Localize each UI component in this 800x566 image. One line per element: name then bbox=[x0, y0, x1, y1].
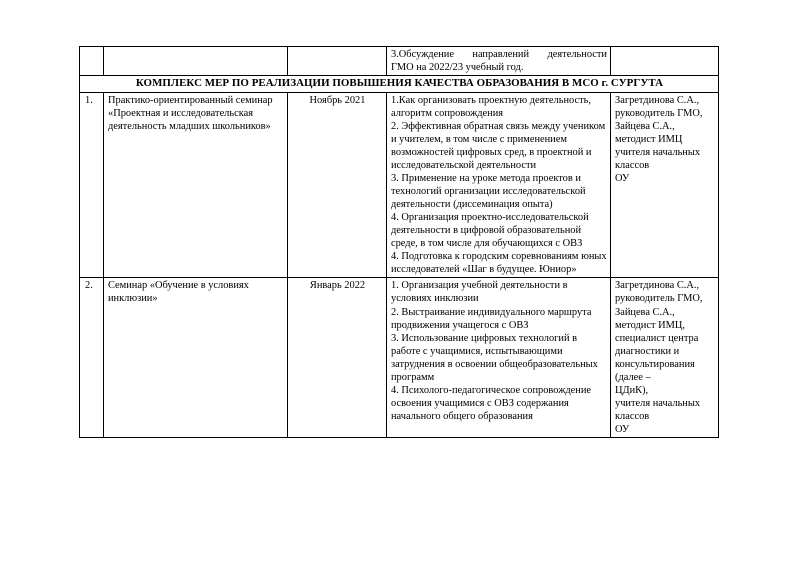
cell-event-name: Семинар «Обучение в условиях инклюзии» bbox=[104, 278, 288, 438]
cell-date: Ноябрь 2021 bbox=[288, 92, 387, 278]
cell-number: 1. bbox=[80, 92, 104, 278]
measures-table bbox=[79, 46, 719, 438]
cell-responsible-continuation bbox=[611, 47, 719, 76]
responsible-line: Загретдинова С.А., bbox=[615, 280, 700, 292]
responsible-line: диагностики и bbox=[615, 345, 680, 357]
content-line-1: 3.Обсуждение направлений деятельности bbox=[391, 49, 607, 60]
responsible-line: учителя начальных классов bbox=[615, 146, 701, 171]
responsible-line: консультирования (далее – bbox=[615, 358, 695, 383]
cell-date-continuation bbox=[288, 47, 387, 76]
responsible-line: Зайцева С.А., методист ИМЦ bbox=[615, 120, 683, 145]
content-item: 1.Как организовать проектную деятельность, алгоритм сопровождения bbox=[391, 94, 591, 119]
responsible-line: руководитель ГМО, bbox=[615, 293, 703, 305]
content-item: 4. Подготовка к городским соревнованиям юных исследователей «Шаг в будущее. Юниор» bbox=[391, 251, 607, 276]
section-banner-title: КОМПЛЕКС МЕР ПО РЕАЛИЗАЦИИ ПОВЫШЕНИЯ КАЧЕСТВА ОБРАЗОВАНИЯ В МСО г. СУРГУТА bbox=[80, 76, 719, 93]
content-item: 1. Организация учебной деятельности в условиях инклюзии bbox=[391, 280, 568, 305]
cell-content bbox=[387, 92, 611, 278]
content-item: 4. Организация проектно-исследовательской деятельности в цифровой образовательной среде, в том числе для обучающихся с ОВЗ bbox=[391, 212, 589, 250]
responsible-line: учителя начальных классов bbox=[615, 397, 701, 422]
responsible-line: руководитель ГМО, bbox=[615, 107, 703, 119]
responsible-line: ОУ bbox=[615, 423, 630, 435]
table-row-continuation bbox=[80, 47, 719, 76]
content-item: 4. Психолого-педагогическое сопровождение освоения учащимися с ОВЗ содержания начального общего образования bbox=[391, 384, 592, 422]
responsible-line: ЦДиК), bbox=[615, 384, 649, 396]
table-row bbox=[80, 92, 719, 278]
responsible-line: Загретдинова С.А., bbox=[615, 94, 700, 106]
responsible-line: Зайцева С.А., методист ИМЦ, bbox=[615, 306, 685, 331]
cell-responsible bbox=[611, 278, 719, 438]
cell-name-continuation bbox=[104, 47, 288, 76]
responsible-line: специалист центра bbox=[615, 332, 699, 344]
cell-date: Январь 2022 bbox=[288, 278, 387, 438]
table-row-banner bbox=[80, 76, 719, 93]
responsible-line: ОУ bbox=[615, 173, 630, 185]
content-item: 2. Эффективная обратная связь между учеником и учителем, в том числе с применением возможностей цифровых сред, в проектной и исследовательской деятельности bbox=[391, 120, 606, 171]
cell-responsible bbox=[611, 92, 719, 278]
cell-content-continuation bbox=[387, 47, 611, 76]
content-item: 3. Использование цифровых технологий в работе с учащимися, испытывающими затруднения в освоении общеобразовательных программ bbox=[391, 332, 598, 383]
cell-event-name: Практико-ориентированный семинар «Проектная и исследовательская деятельность младших школьников» bbox=[104, 92, 288, 278]
content-line-2: ГМО на 2022/23 учебный год. bbox=[391, 62, 524, 74]
table-row bbox=[80, 278, 719, 438]
content-item: 3. Применение на уроке метода проектов и технологий организации исследовательской деятельности (диссеминация опыта) bbox=[391, 173, 586, 211]
cell-number-continuation bbox=[80, 47, 104, 76]
cell-content bbox=[387, 278, 611, 438]
content-item: 2. Выстраивание индивидуального маршрута продвижения учащегося с ОВЗ bbox=[391, 306, 592, 331]
cell-number: 2. bbox=[80, 278, 104, 438]
